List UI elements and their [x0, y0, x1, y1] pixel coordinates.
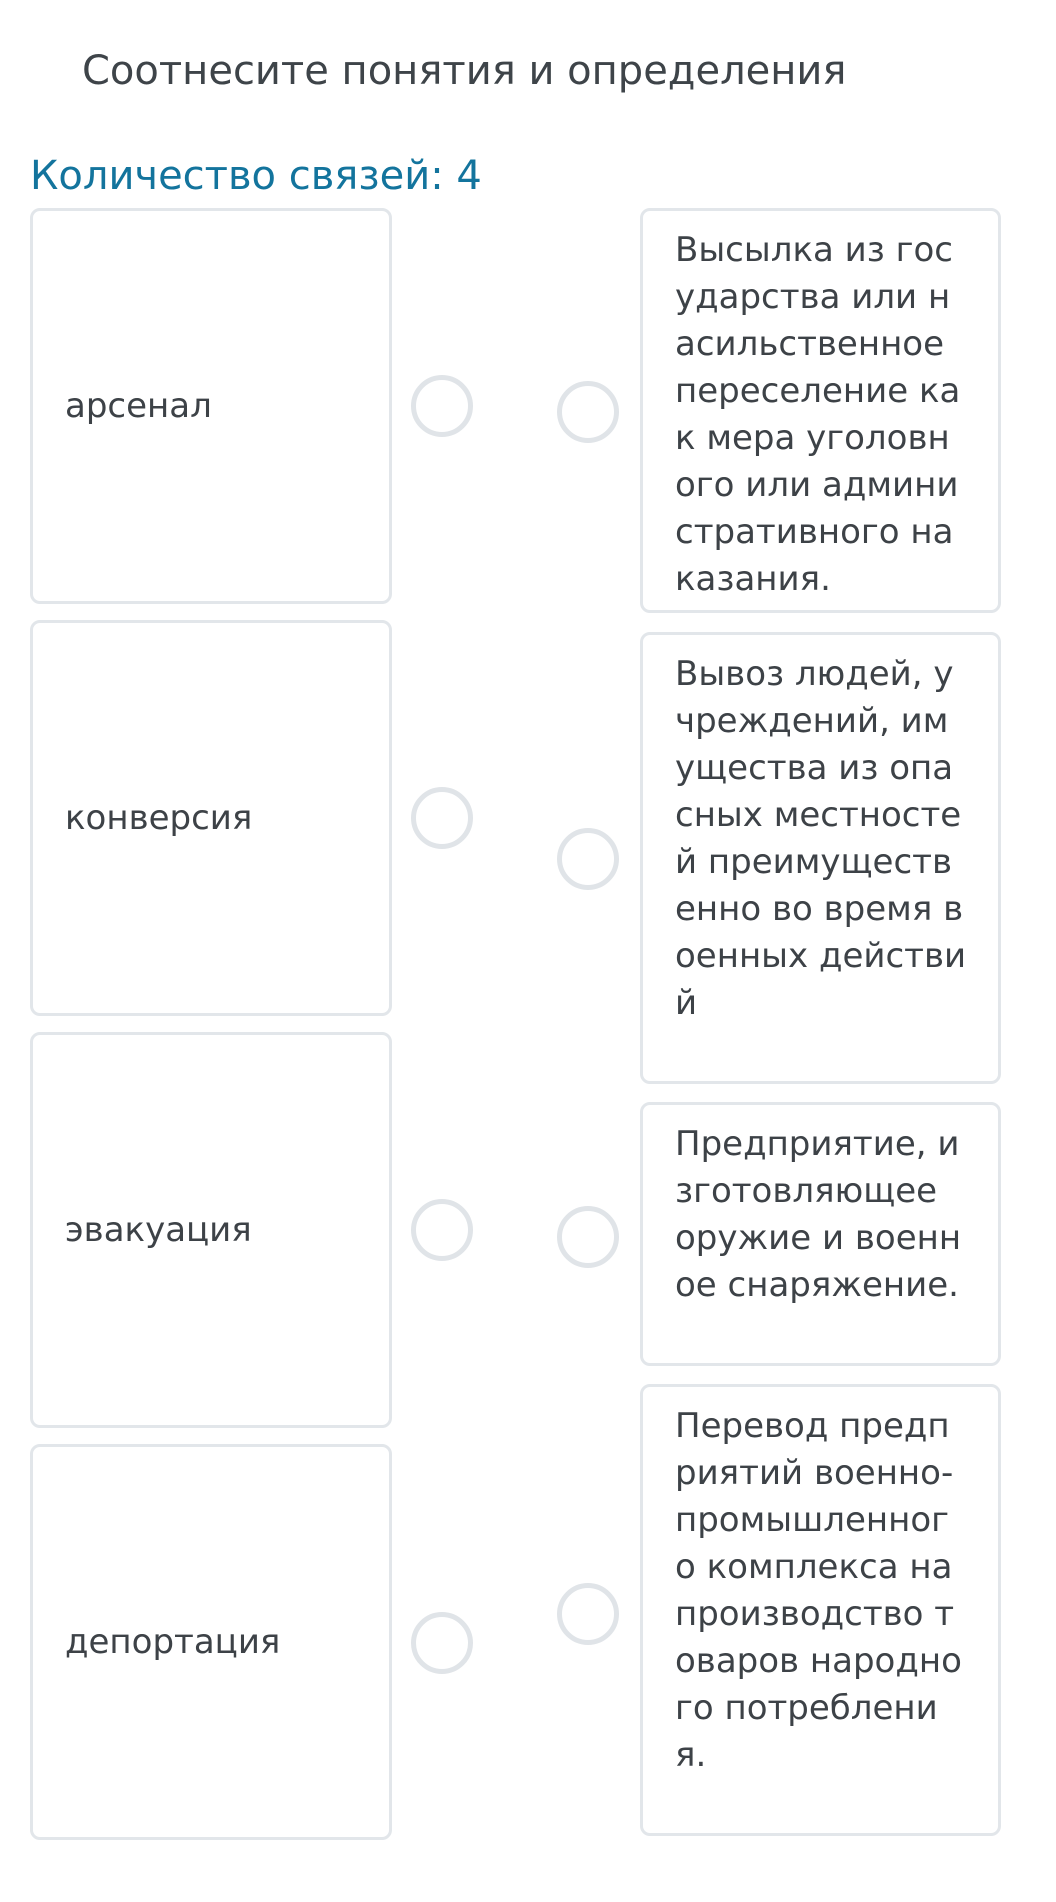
term-label: конверсия	[65, 798, 253, 838]
page-title: Соотнесите понятия и определения	[82, 48, 847, 94]
definition-text: Вывоз людей, учреждений, имущества из опасных местностей преимущественно во время военных действий	[675, 654, 967, 1023]
term-card-conversion[interactable]	[30, 620, 392, 1016]
term-label: арсенал	[65, 386, 212, 426]
definition-card-deportation[interactable]	[640, 208, 1001, 613]
term-connector-point[interactable]	[411, 787, 473, 849]
term-card-deportation[interactable]	[30, 1444, 392, 1840]
term-label: депортация	[65, 1622, 281, 1662]
definition-connector-point[interactable]	[557, 1206, 619, 1268]
term-card-arsenal[interactable]	[30, 208, 392, 604]
definition-text: Предприятие, изготовляющее оружие и военное снаряжение.	[675, 1124, 962, 1305]
definition-connector-point[interactable]	[557, 1583, 619, 1645]
definition-text: Высылка из государства или насильственное переселение как мера уголовного или административного наказания.	[675, 230, 961, 599]
term-card-evacuation[interactable]	[30, 1032, 392, 1428]
term-connector-point[interactable]	[411, 375, 473, 437]
definition-card-conversion[interactable]	[640, 1384, 1001, 1836]
definition-connector-point[interactable]	[557, 828, 619, 890]
definition-connector-point[interactable]	[557, 381, 619, 443]
links-count-label: Количество связей: 4	[30, 153, 482, 199]
definition-text: Перевод предприятий военно-промышленного комплекса на производство товаров народного потребления.	[675, 1406, 962, 1775]
definition-card-evacuation[interactable]	[640, 632, 1001, 1084]
term-connector-point[interactable]	[411, 1199, 473, 1261]
term-connector-point[interactable]	[411, 1612, 473, 1674]
term-label: эвакуация	[65, 1210, 252, 1250]
definition-card-arsenal[interactable]	[640, 1102, 1001, 1366]
